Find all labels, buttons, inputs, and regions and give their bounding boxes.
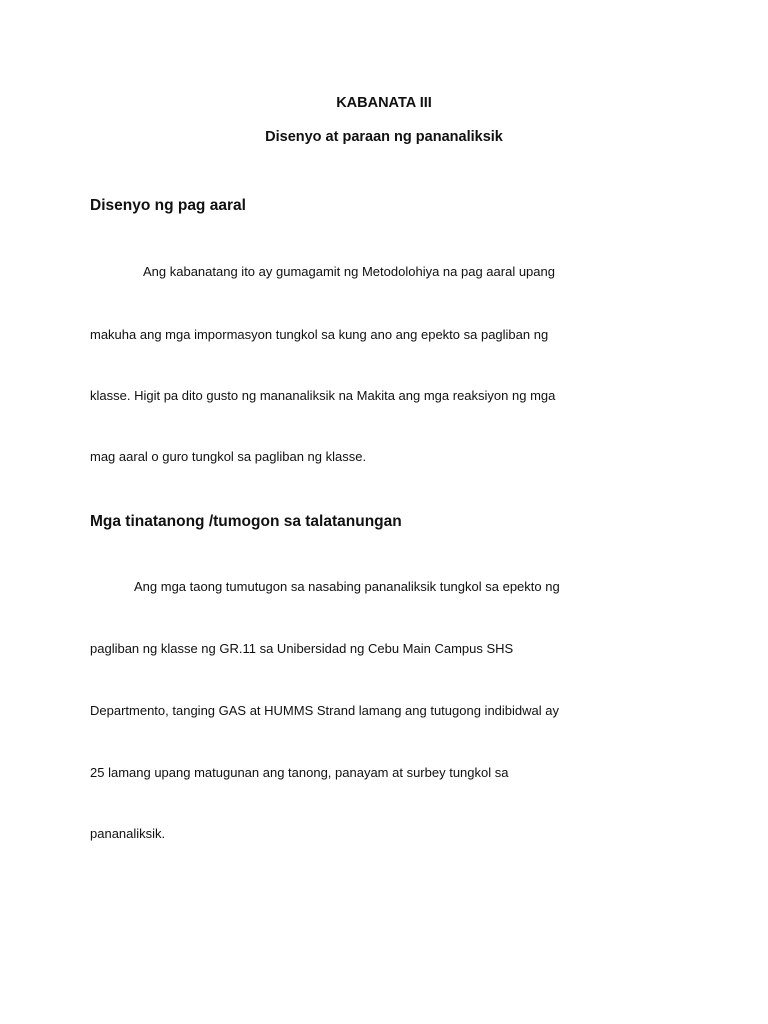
chapter-number: KABANATA III <box>336 95 432 111</box>
paragraph-line: mag aaral o guro tungkol sa pagliban ng klasse. <box>90 449 367 464</box>
paragraph-line: Ang mga taong tumutugon sa nasabing pananaliksik tungkol sa epekto ng <box>134 579 560 594</box>
section-heading-tinatanong: Mga tinatanong /tumogon sa talatanungan <box>90 513 402 530</box>
chapter-title: Disenyo at paraan ng pananaliksik <box>265 129 503 145</box>
paragraph-line: Departmento, tanging GAS at HUMMS Strand lamang ang tutugong indibidwal ay <box>90 703 559 718</box>
paragraph-line: pagliban ng klasse ng GR.11 sa Unibersidad ng Cebu Main Campus SHS <box>90 641 514 656</box>
section-heading-disenyo: Disenyo ng pag aaral <box>90 197 246 214</box>
paragraph-line: pananaliksik. <box>90 826 166 841</box>
paragraph-line: makuha ang mga impormasyon tungkol sa kung ano ang epekto sa pagliban ng <box>90 327 549 342</box>
paragraph-line: 25 lamang upang matugunan ang tanong, panayam at surbey tungkol sa <box>90 765 509 780</box>
paragraph-line: Ang kabanatang ito ay gumagamit ng Metodolohiya na pag aaral upang <box>143 264 555 279</box>
paragraph-line: klasse. Higit pa dito gusto ng mananaliksik na Makita ang mga reaksiyon ng mga <box>90 388 556 403</box>
